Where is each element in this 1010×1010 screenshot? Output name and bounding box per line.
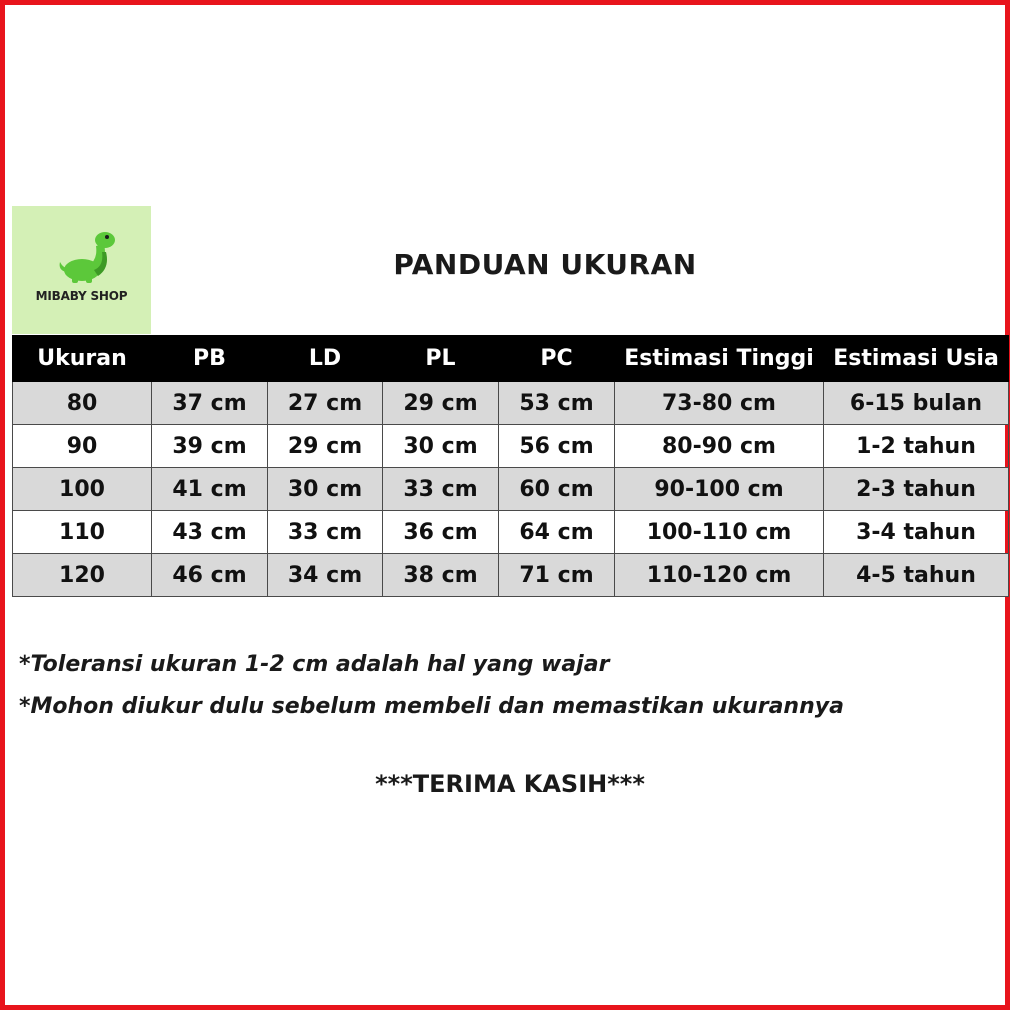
shop-name: MIBABY SHOP [35,289,128,303]
table-cell: 80 [13,382,152,425]
page-title: PANDUAN UKURAN [393,248,697,281]
table-cell: 60 cm [499,468,615,511]
table-cell: 46 cm [152,554,268,597]
table-cell: 90-100 cm [615,468,824,511]
table-cell: 73-80 cm [615,382,824,425]
table-cell: 34 cm [268,554,383,597]
table-cell: 29 cm [268,425,383,468]
tolerance-note: *Toleransi ukuran 1-2 cm adalah hal yang wajar [19,652,610,677]
table-cell: 43 cm [152,511,268,554]
table-cell: 30 cm [268,468,383,511]
table-cell: 33 cm [383,468,499,511]
header-ukuran: Ukuran [13,336,152,382]
table-cell: 56 cm [499,425,615,468]
table-cell: 110 [13,511,152,554]
table-row [13,468,1009,511]
table-row [13,382,1009,425]
header-pb: PB [152,336,268,382]
table-cell: 30 cm [383,425,499,468]
table-cell: 27 cm [268,382,383,425]
table-cell: 36 cm [383,511,499,554]
table-cell: 120 [13,554,152,597]
shop-logo [12,206,151,334]
table-cell: 39 cm [152,425,268,468]
measure-note: *Mohon diukur dulu sebelum membeli dan memastikan ukurannya [19,694,844,719]
table-cell: 100-110 cm [615,511,824,554]
table-header-row [13,336,1009,382]
notes-section [19,644,999,728]
table-cell: 6-15 bulan [824,382,1009,425]
table-cell: 3-4 tahun [824,511,1009,554]
dinosaur-icon [58,226,118,284]
table-cell: 71 cm [499,554,615,597]
table-cell: 80-90 cm [615,425,824,468]
table-cell: 53 cm [499,382,615,425]
table-cell: 33 cm [268,511,383,554]
table-cell: 37 cm [152,382,268,425]
table-cell: 38 cm [383,554,499,597]
table-cell: 41 cm [152,468,268,511]
table-cell: 1-2 tahun [824,425,1009,468]
header-estimasi-usia: Estimasi Usia [824,336,1009,382]
table-cell: 110-120 cm [615,554,824,597]
table-row [13,511,1009,554]
table-row [13,554,1009,597]
table-cell: 2-3 tahun [824,468,1009,511]
table-cell: 100 [13,468,152,511]
header-ld: LD [268,336,383,382]
table-cell: 90 [13,425,152,468]
table-row [13,425,1009,468]
header-pl: PL [383,336,499,382]
thank-you-text: ***TERIMA KASIH*** [375,770,645,798]
table-cell: 64 cm [499,511,615,554]
table-cell: 4-5 tahun [824,554,1009,597]
size-table [12,335,1009,597]
table-cell: 29 cm [383,382,499,425]
header-estimasi-tinggi: Estimasi Tinggi [615,336,824,382]
header-pc: PC [499,336,615,382]
